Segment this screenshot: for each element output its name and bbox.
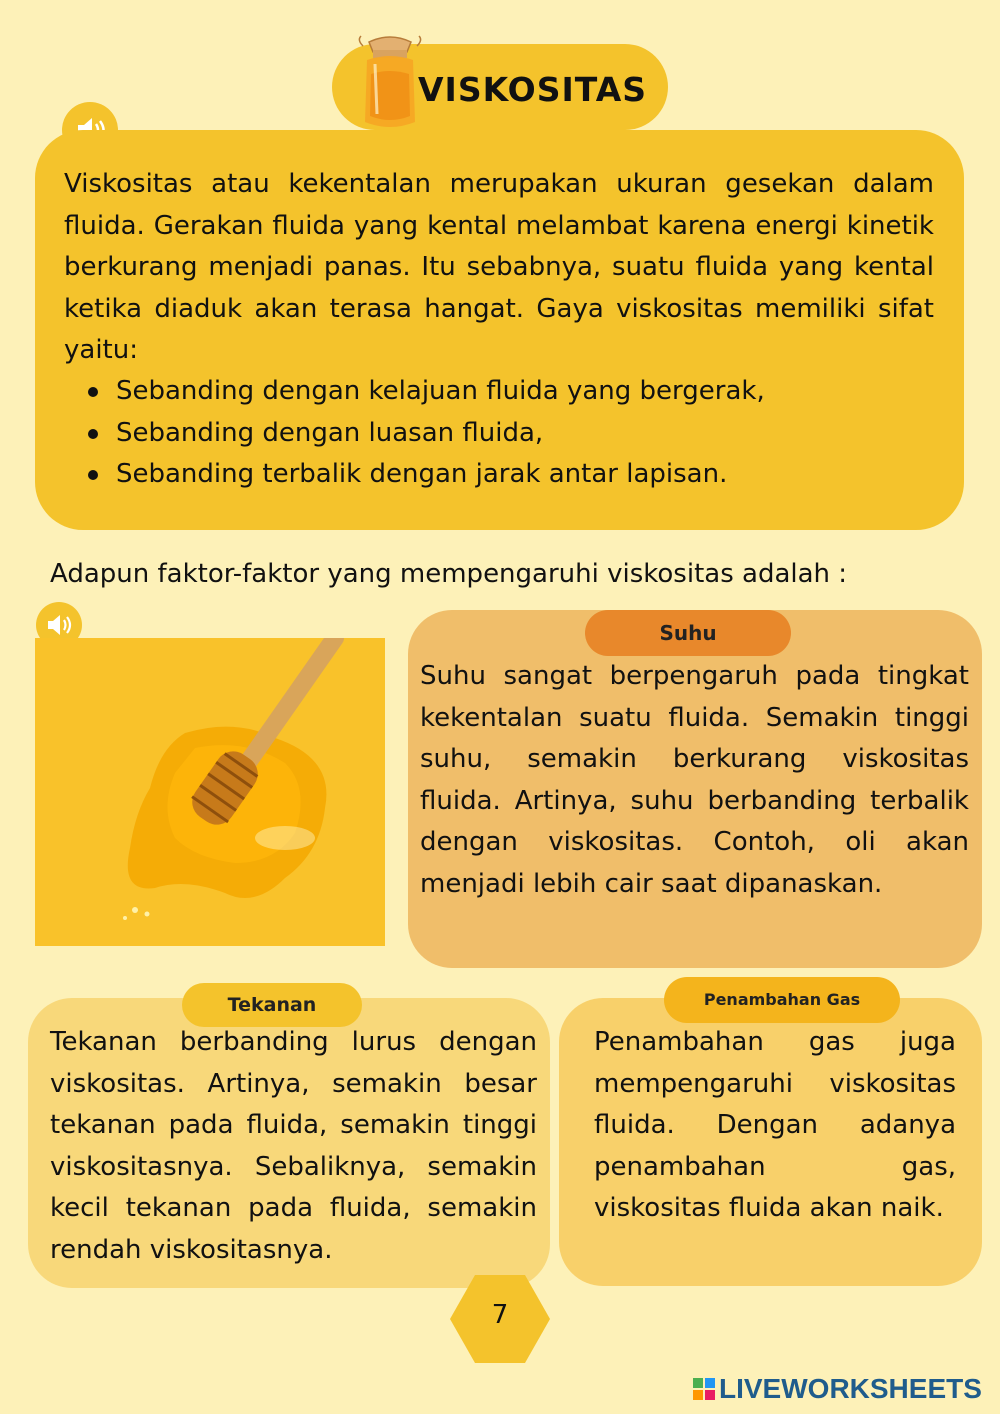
honey-jar-icon xyxy=(355,34,425,134)
suhu-label: Suhu xyxy=(585,610,791,656)
liveworksheets-logo-icon xyxy=(693,1372,717,1406)
tekanan-text: Tekanan berbanding lurus dengan viskositas. Artinya, semakin besar tekanan pada fluida, semakin tinggi viskositasnya. Sebaliknya, semakin kecil tekanan pada fluida, semakin rendah viskositasnya. xyxy=(50,1027,537,1265)
definition-text: Viskositas atau kekentalan merupakan ukuran gesekan dalam fluida. Gerakan fluida yang kental melambat karena energi kinetik berkurang menjadi panas. Itu sebabnya, suatu fluida yang kental ketika diaduk akan terasa hangat. Gaya viskositas memiliki sifat yaitu: xyxy=(64,169,934,366)
page-number: 7 xyxy=(491,1300,509,1330)
penambahan-gas-label: Penambahan Gas xyxy=(664,977,900,1023)
list-item: Sebanding dengan kelajuan fluida yang bergerak, xyxy=(80,371,940,413)
tekanan-label: Tekanan xyxy=(182,983,362,1027)
brand-watermark: LIVEWORKSHEETS xyxy=(719,1373,982,1404)
list-item: Sebanding terbalik dengan jarak antar lapisan. xyxy=(80,454,940,496)
honey-dipper-photo xyxy=(35,638,385,946)
list-item: Sebanding dengan luasan fluida, xyxy=(80,413,940,455)
factors-intro: Adapun faktor-faktor yang mempengaruhi viskositas adalah : xyxy=(50,559,848,589)
properties-list xyxy=(80,371,940,496)
page-title: VISKOSITAS xyxy=(418,70,648,109)
penambahan-gas-text: Penambahan gas juga mempengaruhi viskositas fluida. Dengan adanya penambahan gas, viskositas fluida akan naik. xyxy=(594,1027,956,1224)
suhu-text: Suhu sangat berpengaruh pada tingkat kekentalan suatu fluida. Semakin tinggi suhu, semakin berkurang viskositas fluida. Artinya, suhu berbanding terbalik dengan viskositas. Contoh, oli akan menjadi lebih cair saat dipanaskan. xyxy=(420,661,969,899)
